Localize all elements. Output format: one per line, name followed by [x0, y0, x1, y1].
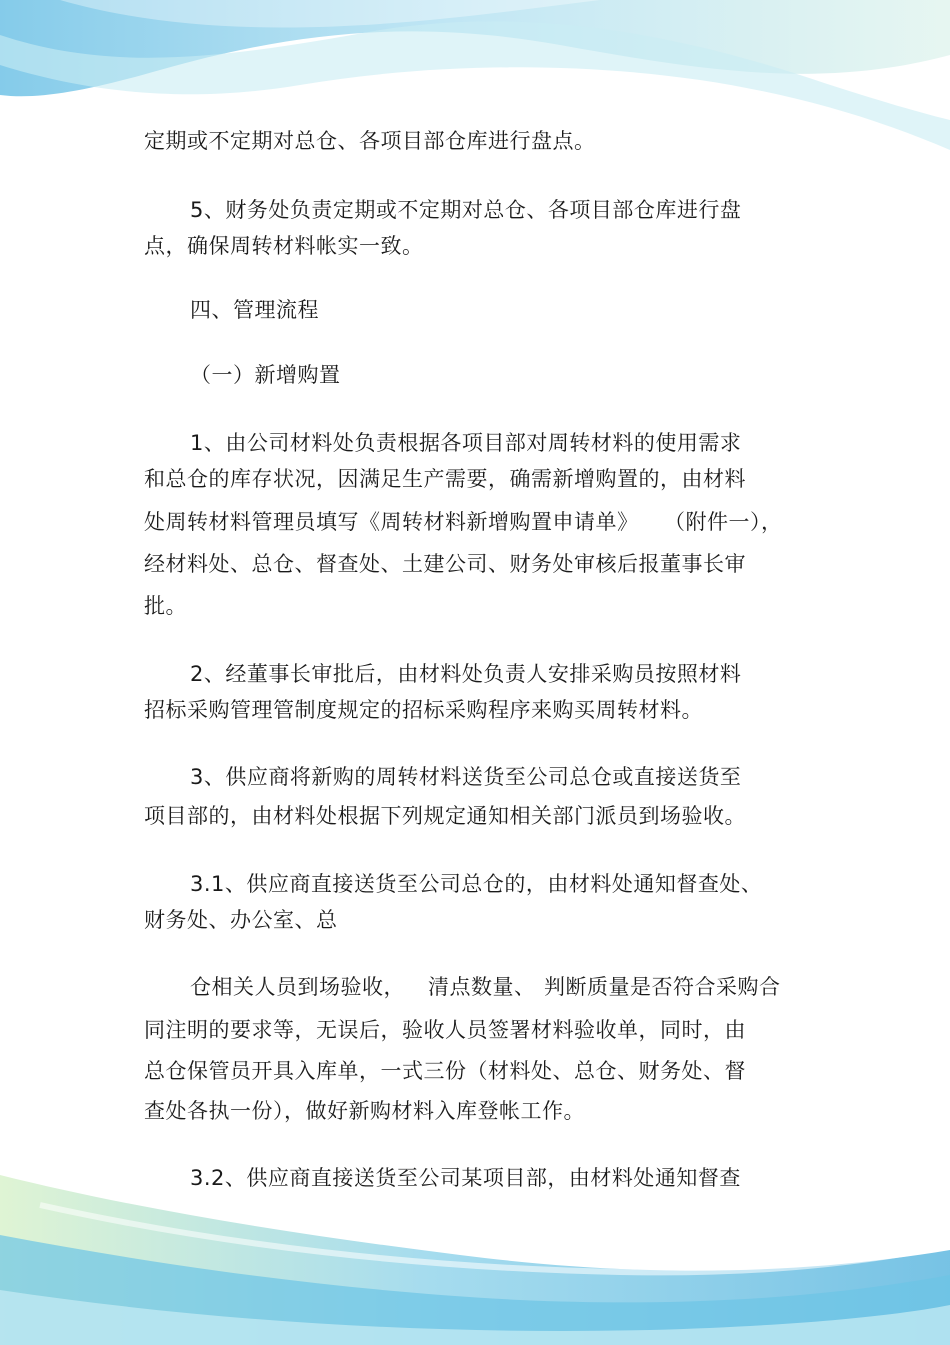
text-line: 查处各执一份），做好新购材料入库登帐工作。	[144, 1099, 585, 1123]
text-line: 2、经董事长审批后，由材料处负责人安排采购员按照材料	[190, 662, 742, 686]
text-line: 3.2、供应商直接送货至公司某项目部，由材料处通知督查	[190, 1166, 741, 1190]
text-line: 招标采购管理管制度规定的招标采购程序来购买周转材料。	[144, 698, 703, 722]
subsection-heading: （一）新增购置	[190, 363, 341, 387]
text-line: 和总仓的库存状况，因满足生产需要，确需新增购置的，由材料	[144, 467, 746, 491]
text-line: 判断质量是否符合采购合	[544, 975, 781, 999]
text-line: 仓相关人员到场验收，	[190, 975, 405, 999]
text-line: 经材料处、总仓、督查处、土建公司、财务处审核后报董事长审	[144, 552, 746, 576]
text-line: 点，确保周转材料帐实一致。	[144, 234, 424, 258]
text-line: 1、由公司材料处负责根据各项目部对周转材料的使用需求	[190, 431, 742, 455]
text-line: 清点数量、	[428, 975, 536, 999]
text-line: 总仓保管员开具入库单，一式三份（材料处、总仓、财务处、督	[144, 1059, 746, 1083]
text-line: 3.1、供应商直接送货至公司总仓的，由材料处通知督查处、	[190, 872, 763, 896]
section-heading: 四、管理流程	[190, 298, 319, 322]
text-line: 定期或不定期对总仓、各项目部仓库进行盘点。	[144, 129, 596, 153]
text-line: 项目部的，由材料处根据下列规定通知相关部门派员到场验收。	[144, 804, 746, 828]
text-line: 3、供应商将新购的周转材料送货至公司总仓或直接送货至	[190, 765, 742, 789]
text-line: （附件一），	[664, 510, 783, 534]
text-line: 处周转材料管理员填写《周转材料新增购置申请单》	[144, 510, 639, 534]
text-line: 同注明的要求等，无误后，验收人员签署材料验收单，同时，由	[144, 1018, 746, 1042]
text-line: 批。	[144, 594, 187, 618]
text-line: 5、财务处负责定期或不定期对总仓、各项目部仓库进行盘	[190, 198, 742, 222]
text-line: 财务处、办公室、总	[144, 908, 338, 932]
